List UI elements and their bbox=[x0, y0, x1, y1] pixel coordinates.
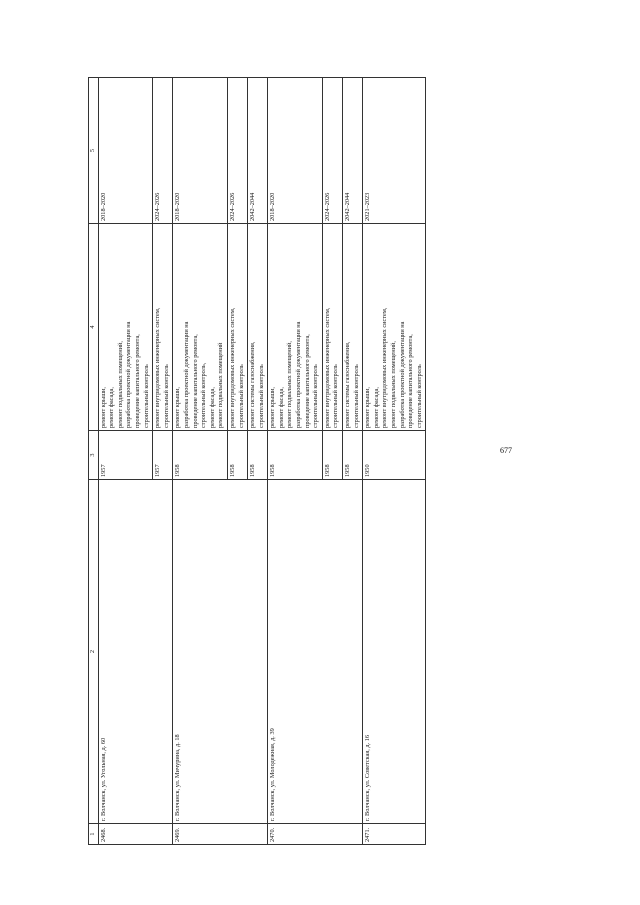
year-cell: 1958 bbox=[322, 431, 342, 480]
work-item: строительный контроль bbox=[257, 364, 265, 428]
work-item: проведение капитального ремонта, bbox=[133, 334, 141, 428]
works-cell bbox=[153, 224, 173, 431]
year-cell: 1958 bbox=[268, 431, 323, 480]
table-row bbox=[98, 78, 153, 845]
works-cell bbox=[173, 224, 228, 431]
column-number-row bbox=[89, 78, 99, 845]
work-item: ремонт крыши, bbox=[364, 386, 372, 428]
row-number-cell: 2468. bbox=[98, 824, 173, 845]
address-cell: г. Волчанск, ул. Молодежная, д. 39 bbox=[268, 480, 363, 824]
work-item: ремонт фасада, bbox=[108, 387, 116, 428]
work-item: разработка проектной документации на bbox=[182, 321, 190, 428]
work-item: ремонт крыши, bbox=[99, 386, 107, 428]
work-item: строительный контроль bbox=[332, 364, 340, 428]
address-cell: г. Волчанск, ул. Мичурина, д. 18 bbox=[173, 480, 268, 824]
column-number: 3 bbox=[89, 431, 99, 480]
period-cell: 2042–2044 bbox=[248, 78, 268, 224]
column-number: 1 bbox=[89, 824, 99, 845]
work-item: ремонт внутридомовых инженерных систем, bbox=[228, 307, 236, 428]
work-item: ремонт подвальных помещений, bbox=[390, 341, 397, 428]
period-cell: 2018–2020 bbox=[98, 78, 153, 224]
column-number: 5 bbox=[89, 78, 99, 224]
year-cell: 1957 bbox=[153, 431, 173, 480]
works-cell bbox=[268, 224, 323, 431]
works-cell bbox=[322, 224, 342, 431]
work-item: ремонт фасада, bbox=[372, 387, 380, 428]
works-cell bbox=[343, 224, 363, 431]
period-cell: 2042–2044 bbox=[343, 78, 363, 224]
work-item: строительный контроль bbox=[415, 364, 423, 428]
column-number: 4 bbox=[89, 224, 99, 431]
work-item: разработка проектной документации на bbox=[295, 321, 303, 428]
year-cell: 1958 bbox=[248, 431, 268, 480]
period-cell: 2021–2023 bbox=[363, 78, 426, 224]
work-item: разработка проектной документации на bbox=[125, 321, 133, 428]
rotated-table-container bbox=[88, 78, 542, 845]
work-item: ремонт системы газоснабжения, bbox=[249, 341, 257, 428]
page-number: 677 bbox=[500, 446, 512, 455]
table-row bbox=[268, 78, 323, 845]
row-number-cell: 2470. bbox=[268, 824, 363, 845]
work-item: строительный контроль, bbox=[200, 362, 208, 428]
work-item: ремонт внутридомовых инженерных систем, bbox=[323, 307, 331, 428]
work-item: строительный контроль bbox=[162, 364, 170, 428]
table-row bbox=[173, 78, 228, 845]
work-item: ремонт внутридомовых инженерных систем, bbox=[381, 307, 389, 428]
period-cell: 2018–2020 bbox=[268, 78, 323, 224]
work-item: разработка проектной документации на bbox=[398, 321, 406, 428]
work-item: ремонт подвальных помещений bbox=[217, 342, 225, 428]
work-item: строительный контроль bbox=[312, 364, 320, 428]
table-row bbox=[363, 78, 426, 845]
work-item: проведение капитального ремонта, bbox=[407, 334, 415, 428]
period-cell: 2024–2026 bbox=[153, 78, 173, 224]
work-item: ремонт внутридомовых инженерных систем, bbox=[154, 307, 162, 428]
work-item: строительный контроль bbox=[352, 364, 360, 428]
work-item: проведение капитального ремонта, bbox=[303, 334, 311, 428]
period-cell: 2024–2026 bbox=[322, 78, 342, 224]
works-cell bbox=[363, 224, 426, 431]
work-item: строительный контроль bbox=[237, 364, 245, 428]
work-item: ремонт фасада, bbox=[277, 387, 285, 428]
work-item: ремонт подвальных помещений, bbox=[116, 341, 124, 428]
work-item: строительный контроль bbox=[142, 364, 150, 428]
work-item: ремонт крыши, bbox=[174, 386, 182, 428]
address-cell: г. Волчанск, ул. Угольная, д. 60 bbox=[98, 480, 173, 824]
table-body bbox=[98, 78, 426, 845]
year-cell: 1958 bbox=[227, 431, 247, 480]
column-number: 2 bbox=[89, 480, 99, 824]
work-item: ремонт подвальных помещений, bbox=[286, 341, 294, 428]
work-item: проведение капитального ремонта, bbox=[191, 334, 199, 428]
works-cell bbox=[248, 224, 268, 431]
repair-schedule-table bbox=[88, 77, 426, 845]
work-item: ремонт крыши, bbox=[269, 386, 277, 428]
work-item: ремонт фасада, bbox=[208, 387, 216, 428]
row-number-cell: 2469. bbox=[173, 824, 268, 845]
works-cell bbox=[227, 224, 247, 431]
address-cell: г. Волчанск, ул. Советская, д. 16 bbox=[363, 480, 426, 824]
period-cell: 2024–2026 bbox=[227, 78, 247, 224]
year-cell: 1957 bbox=[98, 431, 153, 480]
works-cell bbox=[98, 224, 153, 431]
period-cell: 2018–2020 bbox=[173, 78, 228, 224]
year-cell: 1958 bbox=[173, 431, 228, 480]
year-cell: 1950 bbox=[363, 431, 426, 480]
work-item: ремонт системы газоснабжения, bbox=[344, 341, 352, 428]
year-cell: 1958 bbox=[343, 431, 363, 480]
row-number-cell: 2471. bbox=[363, 824, 426, 845]
